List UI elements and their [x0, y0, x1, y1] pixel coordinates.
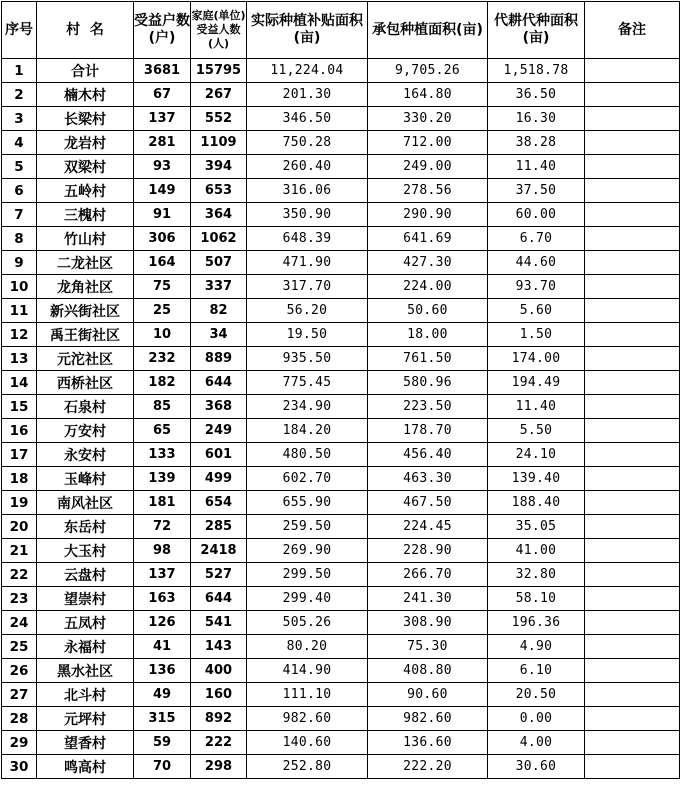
persons-cell: 249	[191, 419, 247, 443]
seq-cell: 14	[2, 371, 37, 395]
remark-cell	[585, 395, 680, 419]
table-row	[2, 203, 680, 227]
village-name-cell: 望崇村	[37, 587, 134, 611]
persons-cell: 644	[191, 371, 247, 395]
persons-cell: 507	[191, 251, 247, 275]
persons-cell: 527	[191, 563, 247, 587]
village-name-cell: 双梁村	[37, 155, 134, 179]
contract-area-cell: 456.40	[368, 443, 488, 467]
persons-cell: 15795	[191, 59, 247, 83]
actual-area-cell: 201.30	[247, 83, 368, 107]
persons-cell: 1062	[191, 227, 247, 251]
village-name-cell: 鸣高村	[37, 755, 134, 779]
actual-area-cell: 317.70	[247, 275, 368, 299]
remark-cell	[585, 683, 680, 707]
seq-cell: 20	[2, 515, 37, 539]
proxy-area-cell: 6.70	[488, 227, 585, 251]
persons-cell: 653	[191, 179, 247, 203]
persons-cell: 644	[191, 587, 247, 611]
proxy-area-cell: 44.60	[488, 251, 585, 275]
households-cell: 49	[134, 683, 191, 707]
village-name-cell: 五凤村	[37, 611, 134, 635]
persons-cell: 34	[191, 323, 247, 347]
actual-area-cell: 269.90	[247, 539, 368, 563]
households-cell: 315	[134, 707, 191, 731]
table-row	[2, 227, 680, 251]
actual-area-cell: 252.80	[247, 755, 368, 779]
contract-area-cell: 241.30	[368, 587, 488, 611]
table-row	[2, 395, 680, 419]
header-persons: 家庭(单位)受益人数(人)	[191, 2, 247, 59]
households-cell: 25	[134, 299, 191, 323]
remark-cell	[585, 107, 680, 131]
village-name-cell: 石泉村	[37, 395, 134, 419]
households-cell: 3681	[134, 59, 191, 83]
contract-area-cell: 308.90	[368, 611, 488, 635]
persons-cell: 394	[191, 155, 247, 179]
actual-area-cell: 80.20	[247, 635, 368, 659]
proxy-area-cell: 16.30	[488, 107, 585, 131]
remark-cell	[585, 347, 680, 371]
table-row	[2, 107, 680, 131]
contract-area-cell: 249.00	[368, 155, 488, 179]
households-cell: 65	[134, 419, 191, 443]
remark-cell	[585, 539, 680, 563]
table-row	[2, 419, 680, 443]
village-name-cell: 合计	[37, 59, 134, 83]
contract-area-cell: 427.30	[368, 251, 488, 275]
header-remarks: 备注	[585, 2, 680, 59]
remark-cell	[585, 83, 680, 107]
table-row	[2, 179, 680, 203]
remark-cell	[585, 179, 680, 203]
persons-cell: 552	[191, 107, 247, 131]
seq-cell: 5	[2, 155, 37, 179]
table-row	[2, 539, 680, 563]
seq-cell: 1	[2, 59, 37, 83]
households-cell: 163	[134, 587, 191, 611]
contract-area-cell: 266.70	[368, 563, 488, 587]
village-name-cell: 望香村	[37, 731, 134, 755]
header-row	[2, 2, 680, 59]
table-row	[2, 275, 680, 299]
contract-area-cell: 178.70	[368, 419, 488, 443]
actual-area-cell: 471.90	[247, 251, 368, 275]
header-proxy-area: 代耕代种面积(亩)	[488, 2, 585, 59]
proxy-area-cell: 35.05	[488, 515, 585, 539]
seq-cell: 19	[2, 491, 37, 515]
persons-cell: 601	[191, 443, 247, 467]
table-row	[2, 563, 680, 587]
persons-cell: 889	[191, 347, 247, 371]
contract-area-cell: 712.00	[368, 131, 488, 155]
village-name-cell: 东岳村	[37, 515, 134, 539]
actual-area-cell: 982.60	[247, 707, 368, 731]
header-contract-area: 承包种植面积(亩)	[368, 2, 488, 59]
persons-cell: 267	[191, 83, 247, 107]
remark-cell	[585, 155, 680, 179]
proxy-area-cell: 188.40	[488, 491, 585, 515]
households-cell: 98	[134, 539, 191, 563]
households-cell: 139	[134, 467, 191, 491]
remark-cell	[585, 707, 680, 731]
remark-cell	[585, 467, 680, 491]
table-row	[2, 443, 680, 467]
persons-cell: 298	[191, 755, 247, 779]
contract-area-cell: 641.69	[368, 227, 488, 251]
village-name-cell: 大玉村	[37, 539, 134, 563]
seq-cell: 30	[2, 755, 37, 779]
contract-area-cell: 75.30	[368, 635, 488, 659]
households-cell: 126	[134, 611, 191, 635]
table-row	[2, 299, 680, 323]
proxy-area-cell: 4.00	[488, 731, 585, 755]
seq-cell: 17	[2, 443, 37, 467]
header-actual-area: 实际种植补贴面积(亩)	[247, 2, 368, 59]
seq-cell: 11	[2, 299, 37, 323]
actual-area-cell: 750.28	[247, 131, 368, 155]
actual-area-cell: 234.90	[247, 395, 368, 419]
table-row	[2, 611, 680, 635]
remark-cell	[585, 203, 680, 227]
table-row	[2, 635, 680, 659]
table-row	[2, 707, 680, 731]
actual-area-cell: 316.06	[247, 179, 368, 203]
persons-cell: 82	[191, 299, 247, 323]
actual-area-cell: 19.50	[247, 323, 368, 347]
persons-cell: 541	[191, 611, 247, 635]
seq-cell: 25	[2, 635, 37, 659]
proxy-area-cell: 20.50	[488, 683, 585, 707]
table-row	[2, 683, 680, 707]
actual-area-cell: 480.50	[247, 443, 368, 467]
proxy-area-cell: 0.00	[488, 707, 585, 731]
table-row	[2, 323, 680, 347]
households-cell: 164	[134, 251, 191, 275]
persons-cell: 160	[191, 683, 247, 707]
actual-area-cell: 414.90	[247, 659, 368, 683]
proxy-area-cell: 38.28	[488, 131, 585, 155]
households-cell: 59	[134, 731, 191, 755]
persons-cell: 499	[191, 467, 247, 491]
remark-cell	[585, 299, 680, 323]
actual-area-cell: 299.40	[247, 587, 368, 611]
village-name-cell: 北斗村	[37, 683, 134, 707]
village-name-cell: 南风社区	[37, 491, 134, 515]
households-cell: 137	[134, 563, 191, 587]
remark-cell	[585, 491, 680, 515]
seq-cell: 8	[2, 227, 37, 251]
persons-cell: 368	[191, 395, 247, 419]
table-row	[2, 83, 680, 107]
persons-cell: 1109	[191, 131, 247, 155]
actual-area-cell: 11,224.04	[247, 59, 368, 83]
actual-area-cell: 935.50	[247, 347, 368, 371]
actual-area-cell: 505.26	[247, 611, 368, 635]
seq-cell: 9	[2, 251, 37, 275]
actual-area-cell: 346.50	[247, 107, 368, 131]
actual-area-cell: 602.70	[247, 467, 368, 491]
seq-cell: 2	[2, 83, 37, 107]
proxy-area-cell: 1,518.78	[488, 59, 585, 83]
seq-cell: 10	[2, 275, 37, 299]
households-cell: 93	[134, 155, 191, 179]
contract-area-cell: 136.60	[368, 731, 488, 755]
households-cell: 232	[134, 347, 191, 371]
seq-cell: 18	[2, 467, 37, 491]
contract-area-cell: 90.60	[368, 683, 488, 707]
table-row	[2, 587, 680, 611]
contract-area-cell: 290.90	[368, 203, 488, 227]
seq-cell: 6	[2, 179, 37, 203]
table-row	[2, 515, 680, 539]
proxy-area-cell: 139.40	[488, 467, 585, 491]
households-cell: 133	[134, 443, 191, 467]
seq-cell: 24	[2, 611, 37, 635]
proxy-area-cell: 60.00	[488, 203, 585, 227]
contract-area-cell: 228.90	[368, 539, 488, 563]
proxy-area-cell: 174.00	[488, 347, 585, 371]
table-body	[2, 59, 680, 779]
village-name-cell: 三槐村	[37, 203, 134, 227]
contract-area-cell: 50.60	[368, 299, 488, 323]
village-name-cell: 永安村	[37, 443, 134, 467]
actual-area-cell: 260.40	[247, 155, 368, 179]
remark-cell	[585, 251, 680, 275]
header-village: 村 名	[37, 2, 134, 59]
table-row	[2, 467, 680, 491]
proxy-area-cell: 5.60	[488, 299, 585, 323]
proxy-area-cell: 6.10	[488, 659, 585, 683]
contract-area-cell: 18.00	[368, 323, 488, 347]
village-name-cell: 黑水社区	[37, 659, 134, 683]
remark-cell	[585, 371, 680, 395]
proxy-area-cell: 11.40	[488, 395, 585, 419]
contract-area-cell: 164.80	[368, 83, 488, 107]
remark-cell	[585, 659, 680, 683]
table-row	[2, 347, 680, 371]
proxy-area-cell: 4.90	[488, 635, 585, 659]
village-name-cell: 西桥社区	[37, 371, 134, 395]
seq-cell: 13	[2, 347, 37, 371]
remark-cell	[585, 443, 680, 467]
proxy-area-cell: 24.10	[488, 443, 585, 467]
table-row	[2, 59, 680, 83]
households-cell: 281	[134, 131, 191, 155]
seq-cell: 22	[2, 563, 37, 587]
households-cell: 137	[134, 107, 191, 131]
table-row	[2, 251, 680, 275]
seq-cell: 21	[2, 539, 37, 563]
table-row	[2, 659, 680, 683]
proxy-area-cell: 11.40	[488, 155, 585, 179]
contract-area-cell: 224.00	[368, 275, 488, 299]
proxy-area-cell: 93.70	[488, 275, 585, 299]
remark-cell	[585, 755, 680, 779]
actual-area-cell: 299.50	[247, 563, 368, 587]
actual-area-cell: 111.10	[247, 683, 368, 707]
proxy-area-cell: 37.50	[488, 179, 585, 203]
remark-cell	[585, 131, 680, 155]
seq-cell: 28	[2, 707, 37, 731]
proxy-area-cell: 41.00	[488, 539, 585, 563]
actual-area-cell: 184.20	[247, 419, 368, 443]
actual-area-cell: 775.45	[247, 371, 368, 395]
seq-cell: 7	[2, 203, 37, 227]
households-cell: 182	[134, 371, 191, 395]
village-name-cell: 禹王街社区	[37, 323, 134, 347]
persons-cell: 2418	[191, 539, 247, 563]
proxy-area-cell: 58.10	[488, 587, 585, 611]
village-name-cell: 楠木村	[37, 83, 134, 107]
proxy-area-cell: 5.50	[488, 419, 585, 443]
households-cell: 41	[134, 635, 191, 659]
contract-area-cell: 408.80	[368, 659, 488, 683]
seq-cell: 3	[2, 107, 37, 131]
seq-cell: 23	[2, 587, 37, 611]
proxy-area-cell: 36.50	[488, 83, 585, 107]
seq-cell: 16	[2, 419, 37, 443]
remark-cell	[585, 635, 680, 659]
households-cell: 85	[134, 395, 191, 419]
households-cell: 306	[134, 227, 191, 251]
village-name-cell: 新兴街社区	[37, 299, 134, 323]
actual-area-cell: 350.90	[247, 203, 368, 227]
village-name-cell: 永福村	[37, 635, 134, 659]
remark-cell	[585, 611, 680, 635]
contract-area-cell: 761.50	[368, 347, 488, 371]
households-cell: 67	[134, 83, 191, 107]
contract-area-cell: 463.30	[368, 467, 488, 491]
remark-cell	[585, 323, 680, 347]
table-row	[2, 371, 680, 395]
seq-cell: 29	[2, 731, 37, 755]
proxy-area-cell: 196.36	[488, 611, 585, 635]
table-row	[2, 755, 680, 779]
households-cell: 181	[134, 491, 191, 515]
contract-area-cell: 9,705.26	[368, 59, 488, 83]
remark-cell	[585, 419, 680, 443]
contract-area-cell: 222.20	[368, 755, 488, 779]
remark-cell	[585, 59, 680, 83]
remark-cell	[585, 587, 680, 611]
village-name-cell: 竹山村	[37, 227, 134, 251]
village-name-cell: 万安村	[37, 419, 134, 443]
contract-area-cell: 223.50	[368, 395, 488, 419]
persons-cell: 285	[191, 515, 247, 539]
remark-cell	[585, 515, 680, 539]
actual-area-cell: 648.39	[247, 227, 368, 251]
persons-cell: 143	[191, 635, 247, 659]
seq-cell: 26	[2, 659, 37, 683]
village-name-cell: 元沱社区	[37, 347, 134, 371]
remark-cell	[585, 275, 680, 299]
contract-area-cell: 982.60	[368, 707, 488, 731]
persons-cell: 337	[191, 275, 247, 299]
contract-area-cell: 467.50	[368, 491, 488, 515]
actual-area-cell: 259.50	[247, 515, 368, 539]
header-households: 受益户数(户)	[134, 2, 191, 59]
actual-area-cell: 56.20	[247, 299, 368, 323]
village-name-cell: 玉峰村	[37, 467, 134, 491]
seq-cell: 12	[2, 323, 37, 347]
households-cell: 10	[134, 323, 191, 347]
seq-cell: 4	[2, 131, 37, 155]
table-row	[2, 731, 680, 755]
remark-cell	[585, 227, 680, 251]
persons-cell: 400	[191, 659, 247, 683]
table-row	[2, 155, 680, 179]
village-name-cell: 五岭村	[37, 179, 134, 203]
village-name-cell: 龙角社区	[37, 275, 134, 299]
proxy-area-cell: 194.49	[488, 371, 585, 395]
households-cell: 75	[134, 275, 191, 299]
actual-area-cell: 655.90	[247, 491, 368, 515]
contract-area-cell: 580.96	[368, 371, 488, 395]
households-cell: 70	[134, 755, 191, 779]
households-cell: 91	[134, 203, 191, 227]
households-cell: 149	[134, 179, 191, 203]
households-cell: 136	[134, 659, 191, 683]
persons-cell: 654	[191, 491, 247, 515]
proxy-area-cell: 32.80	[488, 563, 585, 587]
actual-area-cell: 140.60	[247, 731, 368, 755]
seq-cell: 15	[2, 395, 37, 419]
persons-cell: 222	[191, 731, 247, 755]
remark-cell	[585, 731, 680, 755]
subsidy-table	[1, 1, 680, 779]
contract-area-cell: 330.20	[368, 107, 488, 131]
proxy-area-cell: 1.50	[488, 323, 585, 347]
households-cell: 72	[134, 515, 191, 539]
village-name-cell: 龙岩村	[37, 131, 134, 155]
village-name-cell: 元坪村	[37, 707, 134, 731]
persons-cell: 364	[191, 203, 247, 227]
village-name-cell: 长梁村	[37, 107, 134, 131]
village-name-cell: 二龙社区	[37, 251, 134, 275]
header-seq: 序号	[2, 2, 37, 59]
proxy-area-cell: 30.60	[488, 755, 585, 779]
village-name-cell: 云盘村	[37, 563, 134, 587]
seq-cell: 27	[2, 683, 37, 707]
contract-area-cell: 278.56	[368, 179, 488, 203]
remark-cell	[585, 563, 680, 587]
contract-area-cell: 224.45	[368, 515, 488, 539]
table-row	[2, 131, 680, 155]
persons-cell: 892	[191, 707, 247, 731]
table-row	[2, 491, 680, 515]
